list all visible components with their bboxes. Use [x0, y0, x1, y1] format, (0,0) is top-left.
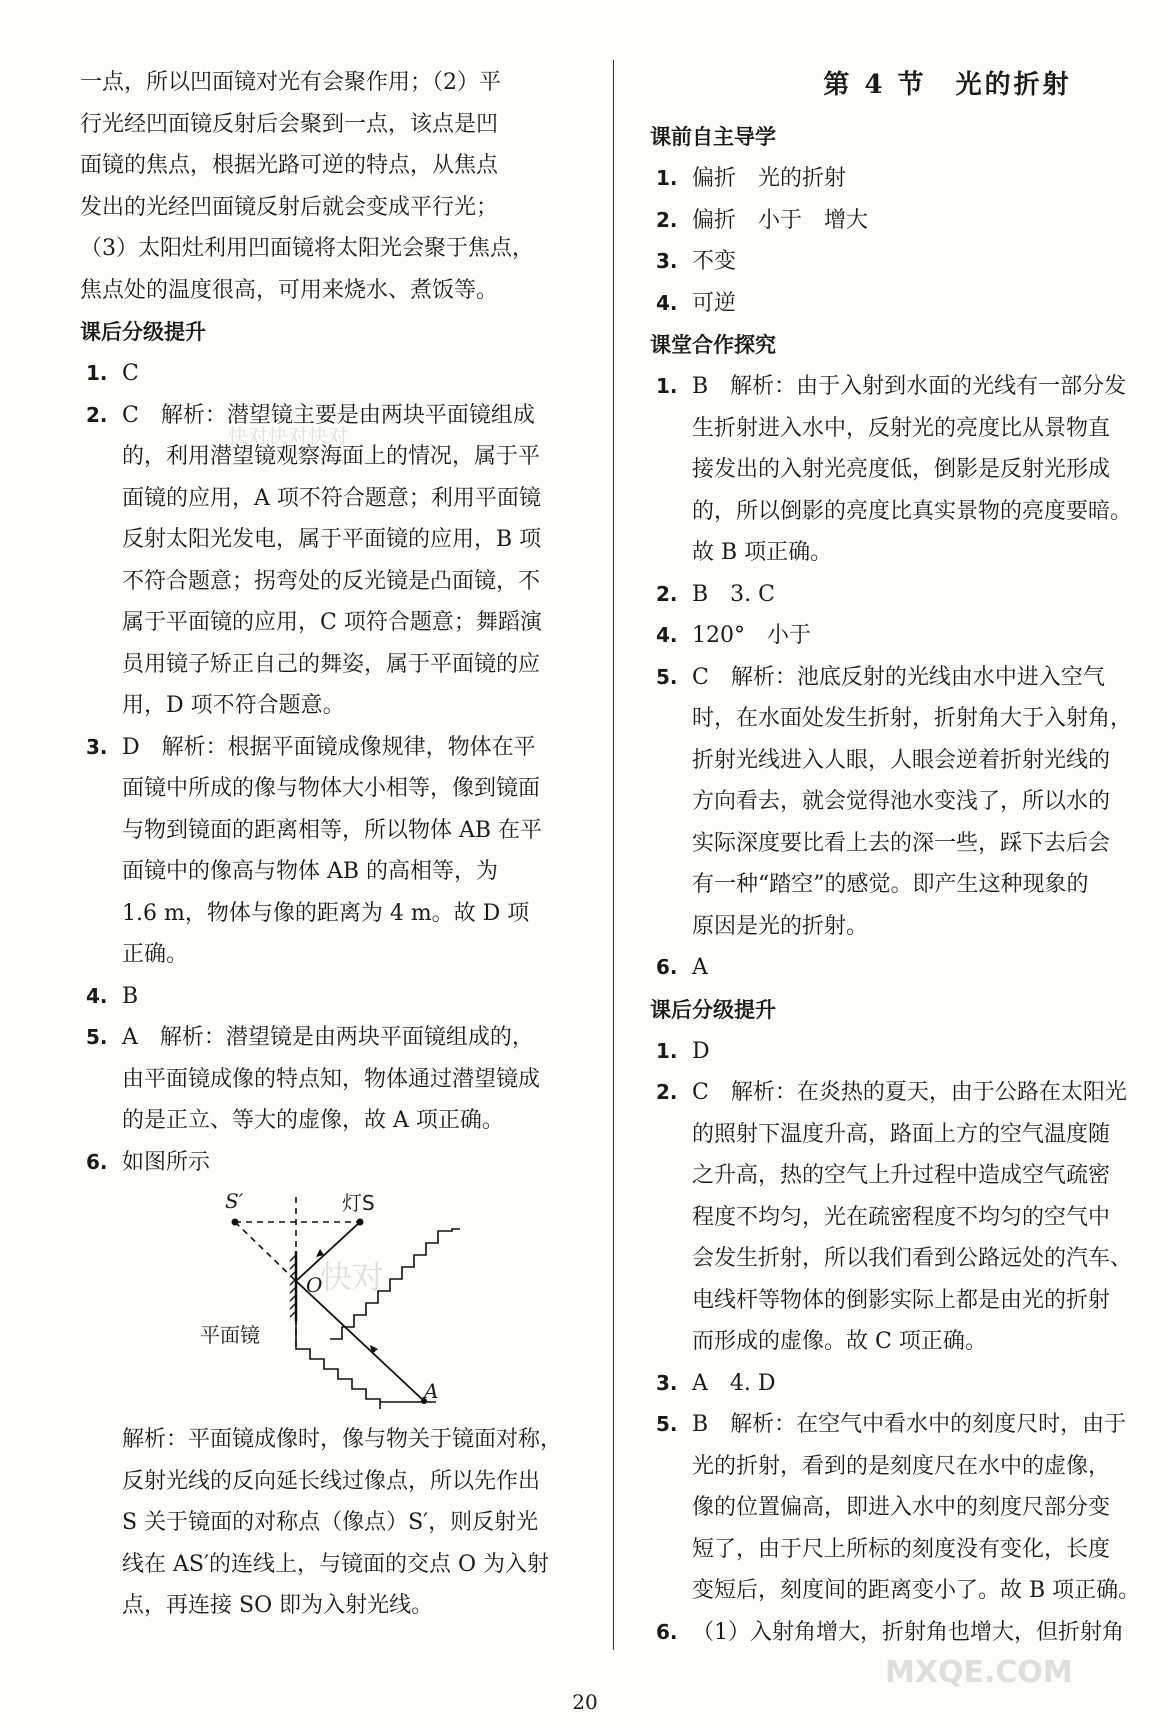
- intro-paragraph: [80, 62, 570, 311]
- text-line: 的照射下温度升高，路面上方的空气温度随: [692, 1121, 1111, 1147]
- item-number: 5.: [656, 1412, 678, 1436]
- text-line: 行光经凹面镜反射后会聚到一点，该点是凹: [80, 111, 499, 137]
- text-line: 光的折射，看到的是刻度尺在水中的虚像，: [692, 1453, 1111, 1479]
- diagram-explanation: [80, 1419, 570, 1627]
- text-line: 用，D 项不符合题意。: [122, 693, 345, 718]
- watermark-text: 快对快对快对: [228, 424, 348, 448]
- right-column: [650, 62, 1165, 1653]
- mirror-ray-diagram: [80, 1189, 570, 1409]
- section-heading: 课堂合作探究: [650, 333, 776, 357]
- text-line: 故 B 项正确。: [692, 540, 833, 565]
- item-number: 3.: [656, 1370, 678, 1395]
- text-line: 像的位置偏高，即进入水中的刻度尺部分变: [692, 1495, 1111, 1520]
- item-number: 4.: [656, 290, 678, 315]
- answer-item: [650, 241, 1165, 283]
- text-line: S 关于镜面的对称点（像点）S′，则反射光: [122, 1510, 539, 1535]
- text-line: B 解析：由于入射到水面的光线有一部分发: [692, 374, 1127, 399]
- answer-item: [650, 1363, 1165, 1405]
- text-line: （1）入射角增大，折射角也增大，但折射角: [692, 1619, 1124, 1645]
- section-heading: 课后分级提升: [80, 320, 206, 344]
- text-line: 与物到镜面的距离相等，所以物体 AB 在平: [122, 817, 543, 843]
- item-number: 6.: [656, 955, 678, 979]
- text-line: 之升高，热的空气上升过程中造成空气疏密: [692, 1163, 1111, 1188]
- text-line: 的，利用潜望镜观察海面上的情况，属于平: [122, 444, 541, 469]
- text-line: C 解析：在炎热的夏天，由于公路在太阳光: [692, 1080, 1127, 1105]
- text-line: 时，在水面处发生折射，折射角大于入射角，: [692, 706, 1133, 731]
- point-s-prime: [232, 1219, 239, 1226]
- answer-item: [650, 283, 1165, 325]
- text-line: 由平面镜成像的特点知，物体通过潜望镜成: [122, 1066, 541, 1092]
- label-o: O: [306, 1273, 323, 1297]
- text-line: B: [122, 983, 139, 1009]
- text-line: 而形成的虚像。故 C 项正确。: [692, 1329, 987, 1354]
- text-line: 偏折 光的折射: [692, 166, 847, 191]
- answer-item: [80, 1142, 570, 1184]
- left-column: [80, 62, 570, 1627]
- text-line: 线在 AS′的连线上，与镜面的交点 O 为入射: [122, 1551, 549, 1577]
- text-line: 实际深度要比看上去的深一些，踩下去后会: [692, 830, 1111, 856]
- item-number: 2.: [656, 207, 678, 232]
- text-line: 原因是光的折射。: [692, 913, 869, 939]
- answer-item: [650, 200, 1165, 242]
- point-s: [357, 1219, 364, 1226]
- text-line: 生折射进入水中，反射光的亮度比从景物直: [692, 415, 1111, 441]
- label-a: A: [424, 1379, 439, 1403]
- answer-item: [650, 1072, 1165, 1363]
- item-number: 3.: [656, 249, 678, 273]
- item-number: 6.: [656, 1619, 678, 1644]
- text-line: 不符合题意；拐弯处的反光镜是凸面镜，不: [122, 568, 541, 594]
- text-line: C 解析：池底反射的光线由水中进入空气: [692, 664, 1105, 690]
- section-heading: 课后分级提升: [650, 997, 776, 1022]
- text-line: D: [692, 1038, 710, 1064]
- text-line: A: [692, 955, 708, 980]
- section-title: 第 4 节 光的折射: [823, 70, 1072, 100]
- answer-item: [650, 947, 1165, 989]
- text-line: A 解析：潜望镜是由两块平面镜组成的，: [122, 1025, 534, 1050]
- text-line: 方向看去，就会觉得池水变浅了，所以水的: [692, 789, 1111, 814]
- text-line: B 3. C: [692, 581, 775, 607]
- text-line: 偏折 小于 增大: [692, 207, 869, 233]
- text-line: 会发生折射，所以我们看到公路远处的汽车、: [692, 1246, 1133, 1271]
- text-line: 的是正立、等大的虚像，故 A 项正确。: [122, 1108, 504, 1133]
- text-line: 接发出的入射光亮度低，倒影是反射光形成: [692, 457, 1111, 482]
- text-line: 如图所示: [122, 1149, 211, 1175]
- text-line: 电线杆等物体的倒影实际上都是由光的折射: [692, 1287, 1111, 1313]
- text-line: 属于平面镜的应用，C 项符合题意；舞蹈演: [122, 610, 542, 635]
- text-line: A 4. D: [692, 1370, 776, 1396]
- answer-item: [80, 976, 570, 1018]
- watermark-site: MXQE.COM: [885, 1655, 1073, 1690]
- text-line: 一点，所以凹面镜对光有会聚作用；（2）平: [80, 70, 501, 95]
- text-line: C 解析：潜望镜主要是由两块平面镜组成: [122, 402, 535, 428]
- virtual-ray-dashed: [235, 1222, 296, 1281]
- answer-item: [80, 1017, 570, 1142]
- watermark-stamp: 快对: [320, 1258, 385, 1296]
- answer-item: [650, 158, 1165, 200]
- text-line: 解析：平面镜成像时，像与物关于镜面对称，: [122, 1427, 563, 1452]
- text-line: D 解析：根据平面镜成像规律，物体在平: [122, 734, 536, 760]
- item-number: 1.: [656, 374, 678, 398]
- text-line: 发出的光经凹面镜反射后就会变成平行光；: [80, 194, 499, 220]
- item-number: 2.: [86, 402, 108, 427]
- text-line: 可逆: [692, 290, 737, 316]
- staircase-lower: [296, 1321, 380, 1409]
- text-line: 有一种“踏空”的感觉。即产生这种现象的: [692, 872, 1089, 897]
- answer-item: [650, 1404, 1165, 1612]
- answer-item: [650, 1031, 1165, 1073]
- text-line: 短了，由于尺上所标的刻度没有变化，长度: [692, 1536, 1111, 1562]
- text-line: 面镜中所成的像与物体大小相等，像到镜面: [122, 776, 541, 801]
- item-number: 1.: [656, 166, 678, 190]
- label-s-prime: S′: [225, 1189, 244, 1213]
- answer-item: [650, 366, 1165, 574]
- item-number: 5.: [656, 664, 678, 689]
- text-line: 不变: [692, 249, 737, 274]
- item-number: 3.: [86, 734, 108, 759]
- text-line: 面镜的应用，A 项不符合题意；利用平面镜: [122, 485, 541, 511]
- text-line: 折射光线进入人眼，人眼会逆着折射光线的: [692, 747, 1111, 773]
- answer-item: [80, 353, 570, 395]
- text-line: 反射太阳光发电，属于平面镜的应用，B 项: [122, 527, 542, 552]
- item-number: 2.: [656, 581, 678, 606]
- text-line: 的，所以倒影的亮度比真实景物的亮度要暗。: [692, 498, 1133, 524]
- item-number: 6.: [86, 1149, 108, 1174]
- diagram-svg: [80, 1189, 570, 1409]
- text-line: 反射光线的反向延长线过像点，所以先作出: [122, 1468, 541, 1494]
- label-mirror: 平面镜: [200, 1323, 260, 1347]
- text-line: C: [122, 361, 139, 386]
- section-heading: 课前自主导学: [650, 125, 776, 149]
- answer-item: [650, 1612, 1165, 1654]
- text-line: 面镜中的像高与物体 AB 的高相等，为: [122, 859, 499, 884]
- answer-item: [650, 574, 1165, 616]
- item-number: 2.: [656, 1080, 678, 1104]
- text-line: 变短后，刻度间的距离变小了。故 B 项正确。: [692, 1578, 1141, 1603]
- text-line: 点，再连接 SO 即为入射光线。: [122, 1593, 434, 1618]
- reflected-ray: [296, 1281, 424, 1401]
- text-line: B 解析：在空气中看水中的刻度尺时，由于: [692, 1412, 1127, 1437]
- item-number: 5.: [86, 1025, 108, 1049]
- item-number: 1.: [656, 1038, 678, 1063]
- answer-item: [80, 395, 570, 727]
- item-number: 4.: [656, 623, 678, 647]
- answer-item: [650, 615, 1165, 657]
- text-line: 程度不均匀，光在疏密程度不均匀的空气中: [692, 1204, 1111, 1230]
- answer-item: [650, 657, 1165, 948]
- item-number: 4.: [86, 983, 108, 1008]
- text-line: 正确。: [122, 942, 189, 967]
- label-lamp-s: 灯S: [342, 1191, 375, 1215]
- text-line: 1.6 m，物体与像的距离为 4 m。故 D 项: [122, 900, 530, 926]
- column-divider: [613, 60, 614, 1650]
- text-line: 120° 小于: [692, 623, 811, 648]
- page-number: 20: [572, 1690, 598, 1714]
- text-line: （3）太阳灶利用凹面镜将太阳光会聚于焦点，: [80, 236, 534, 261]
- text-line: 焦点处的温度很高，可用来烧水、煮饭等。: [80, 277, 499, 303]
- text-line: 面镜的焦点，根据光路可逆的特点，从焦点: [80, 153, 499, 178]
- item-number: 1.: [86, 361, 108, 385]
- text-line: 员用镜子矫正自己的舞姿，属于平面镜的应: [122, 651, 541, 677]
- answer-item: [80, 727, 570, 976]
- staircase-upper: [330, 1229, 460, 1339]
